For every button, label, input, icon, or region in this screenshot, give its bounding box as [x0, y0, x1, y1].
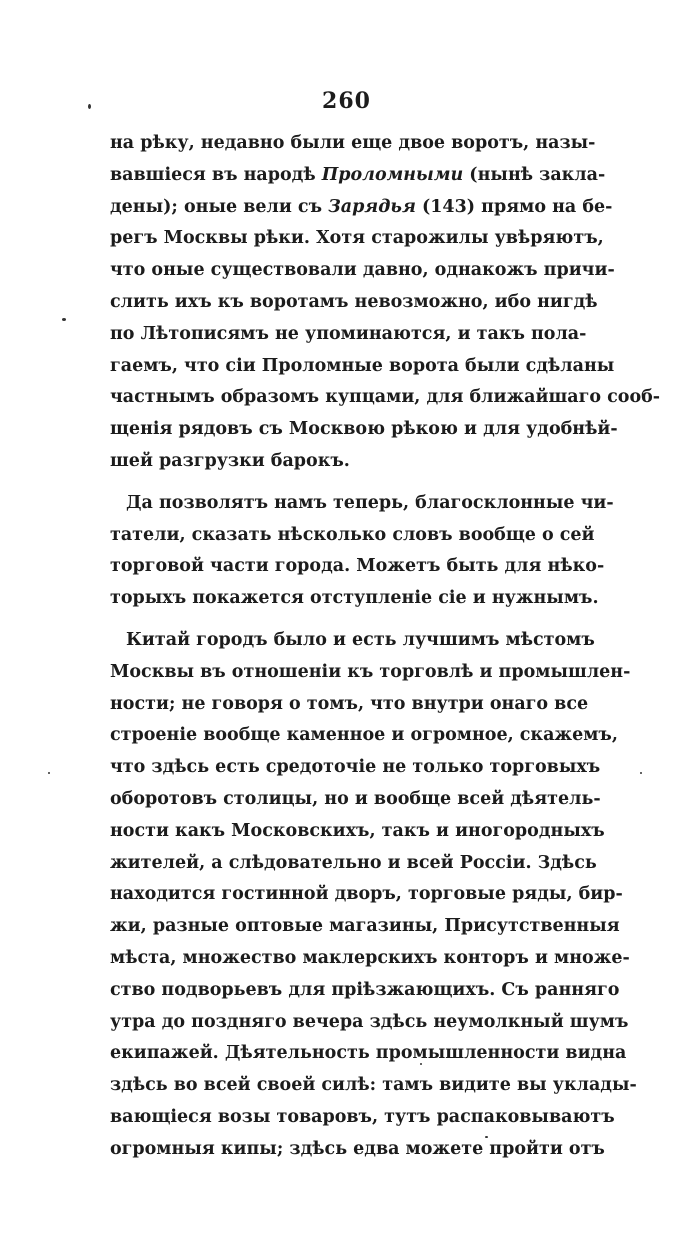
paragraph-gap: [110, 478, 580, 488]
italic-term: Проломными: [321, 164, 464, 185]
text-line: оборотовъ столицы, но и вообще всей дѣятель-: [110, 788, 601, 809]
text-line: торыхъ покажется отступленіе сіе и нужнымъ.: [110, 588, 599, 609]
body-text: [110, 128, 661, 1166]
print-speck: [485, 1136, 488, 1138]
text-line: утра до поздняго вечера здѣсь неумолкный шумъ: [110, 1011, 629, 1032]
text-line: слить ихъ къ воротамъ невозможно, ибо нигдѣ: [110, 291, 598, 312]
text-line: ности какъ Московскихъ, такъ и иногородныхъ: [110, 820, 605, 841]
text-line: щенія рядовъ съ Москвою рѣкою и для удобнѣй-: [110, 419, 618, 440]
text-line: находится гостинной дворъ, торговые ряды, бир-: [110, 884, 623, 905]
text-line: вающіеся возы товаровъ, тутъ распаковываютъ: [110, 1106, 615, 1127]
text-line: гаемъ, что сіи Проломные ворота были сдѣланы: [110, 355, 615, 376]
text-line: шей разгрузки барокъ.: [110, 450, 350, 471]
text-line: огромныя кипы; здѣсь едва можете пройти отъ: [110, 1138, 605, 1159]
print-speck: [640, 772, 642, 774]
text-line: ство подворьевъ для пріѣзжающихъ. Съ ранняго: [110, 979, 620, 1000]
print-speck: [62, 318, 66, 321]
paragraph: [110, 128, 661, 478]
text-line: на рѣку, недавно были еще двое воротъ, назы-: [110, 133, 596, 153]
text-line: жителей, а слѣдовательно и всей Россіи. Здѣсь: [110, 852, 597, 873]
text-line: вавшіеся въ народѣ Проломными (нынѣ заклa-: [110, 164, 606, 185]
italic-term: Зарядья: [328, 196, 416, 217]
text-line: строеніе вообще каменное и огромное, скажемъ,: [110, 725, 618, 746]
text-line: Китай городъ было и есть лучшимъ мѣстомъ: [126, 629, 595, 650]
print-speck: [420, 1063, 422, 1065]
text-line: жи, разные оптовые магазины, Присутственныя: [110, 916, 620, 937]
text-line: Да позволятъ намъ теперь, благосклонные чи-: [126, 492, 614, 513]
print-speck: [88, 104, 91, 109]
text-line: ности; не говоря о томъ, что внутри онаго все: [110, 693, 589, 714]
text-line: Москвы въ отношеніи къ торговлѣ и промышлен-: [110, 661, 631, 682]
text-line: торговой части города. Можетъ быть для нѣко-: [110, 556, 605, 577]
text-line: что оные существовали давно, однакожъ причи-: [110, 260, 615, 281]
text-line: дены); оные вели съ Зарядья (143) прямо на бе-: [110, 196, 613, 217]
paragraph: [110, 625, 637, 1166]
print-speck: [48, 772, 50, 774]
text-line: татели, сказать нѣсколько словъ вообще о сей: [110, 524, 595, 545]
paragraph-gap: [110, 615, 580, 625]
text-line: екипажей. Дѣятельность промышленности видна: [110, 1043, 627, 1064]
text-line: частнымъ образомъ купцами, для ближайшаго сооб-: [110, 387, 661, 408]
text-line: мѣста, множество маклерскихъ конторъ и множе-: [110, 947, 630, 968]
text-line: по Лѣтописямъ не упоминаются, и такъ пола-: [110, 323, 587, 344]
text-line: здѣсь во всей своей силѣ: тамъ видите вы уклады-: [110, 1075, 637, 1096]
page-number: 260: [322, 88, 371, 114]
paragraph: [110, 488, 614, 615]
text-line: регъ Москвы рѣки. Хотя старожилы увѣряютъ,: [110, 228, 604, 249]
text-line: что здѣсь есть средоточіе не только торговыхъ: [110, 757, 601, 778]
